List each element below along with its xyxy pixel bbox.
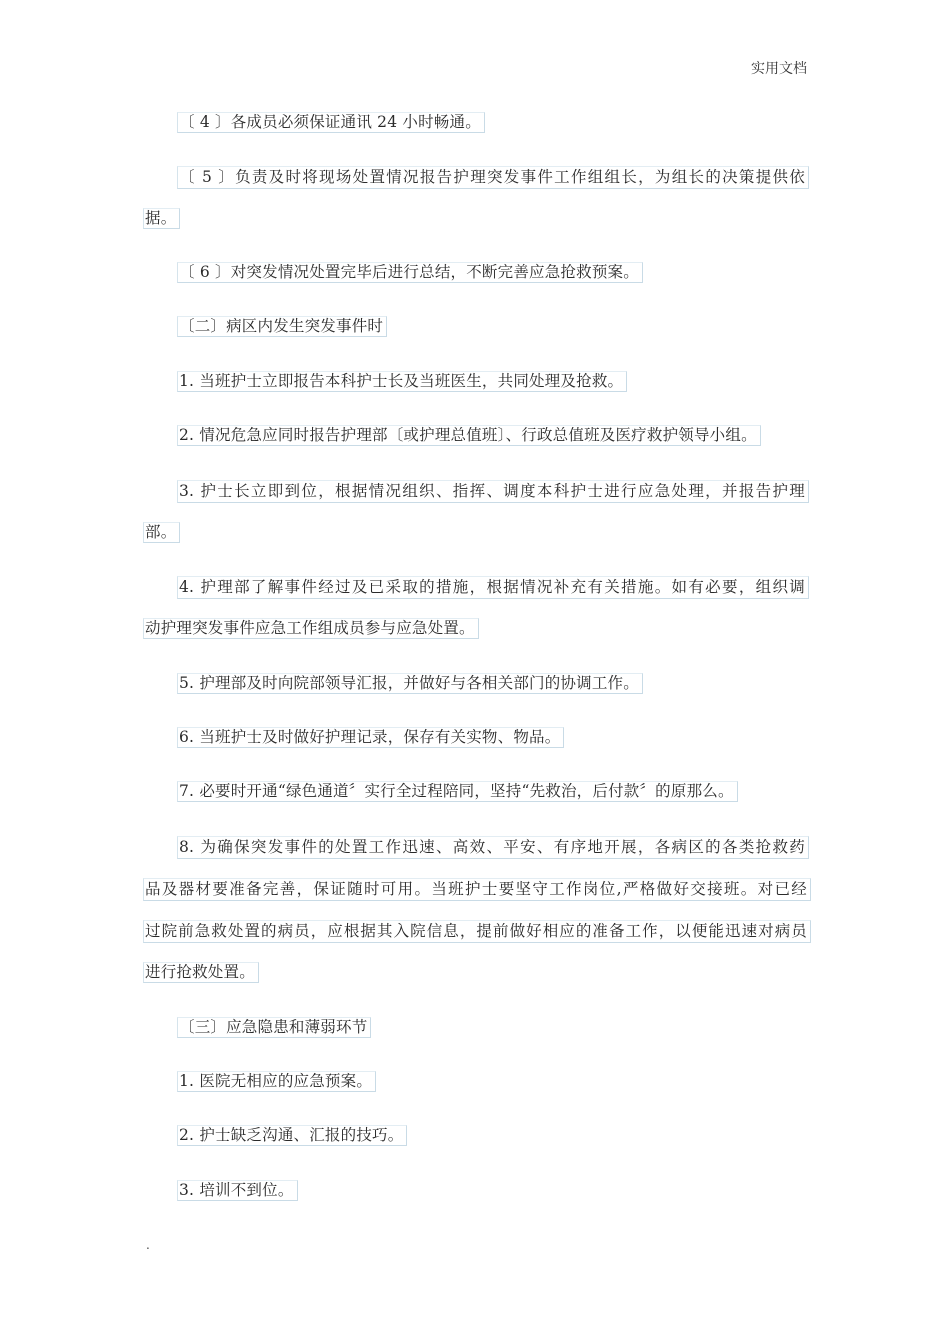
text-span: 4. 护理部了解事件经过及已采取的措施，根据情况补充有关措施。如有必要，组织调 [177,576,809,599]
text-span: 〔 4 〕各成员必须保证通讯 24 小时畅通。 [177,112,485,133]
paragraph-line [177,727,564,747]
text-span: 〔二〕病区内发生突发事件时 [177,316,387,337]
paragraph-line [143,522,180,542]
text-span: 〔 5 〕负责及时将现场处置情况报告护理突发事件工作组组长，为组长的决策提供依 [177,166,809,189]
paragraph-line [177,166,809,189]
text-span: 1. 当班护士立即报告本科护士长及当班医生，共同处理及抢救。 [177,371,627,392]
text-span: 部。 [143,522,180,543]
text-span: 2. 护士缺乏沟通、汇报的技巧。 [177,1125,407,1146]
section-heading [177,1017,371,1037]
text-span: 过院前急救处置的病员，应根据其入院信息，提前做好相应的准备工作，以便能迅速对病员 [143,920,811,943]
text-span: 7. 必要时开通“绿色通道〞实行全过程陪同，坚持“先救治，后付款〞的原那么。 [177,781,738,802]
paragraph-line [143,962,259,982]
paragraph-line [143,208,180,228]
paragraph-line [177,1180,298,1200]
text-span: 〔三〕应急隐患和薄弱环节 [177,1017,371,1038]
paragraph-line [177,576,809,599]
paragraph-line [177,262,643,282]
paragraph-line [177,112,485,132]
paragraph-line [143,920,811,943]
text-span: 6. 当班护士及时做好护理记录，保存有关实物、物品。 [177,727,564,748]
text-span: 1. 医院无相应的应急预案。 [177,1071,376,1092]
text-span: 进行抢救处置。 [143,962,259,983]
text-span: 3. 护士长立即到位，根据情况组织、指挥、调度本科护士进行应急处理，并报告护理 [177,480,809,503]
paragraph-line [177,1071,376,1091]
paragraph-line [143,878,811,901]
text-span: 〔 6 〕对突发情况处置完毕后进行总结，不断完善应急抢救预案。 [177,262,643,283]
paragraph-line [177,480,809,503]
paragraph-line [177,1125,407,1145]
text-span: 2. 情况危急应同时报告护理部〔或护理总值班〕、行政总值班及医疗救护领导小组。 [177,425,761,446]
text-span: 8. 为确保突发事件的处置工作迅速、高效、平安、有序地开展，各病区的各类抢救药 [177,836,809,859]
page-header: 实用文档 [751,61,807,77]
text-span: 3. 培训不到位。 [177,1180,298,1201]
footer-mark: . [146,1238,150,1252]
paragraph-line [143,618,479,638]
text-span: 动护理突发事件应急工作组成员参与应急处置。 [143,618,479,639]
text-span: 品及器材要准备完善，保证随时可用。当班护士要坚守工作岗位,严格做好交接班。对已经 [143,878,811,901]
paragraph-line [177,781,738,801]
paragraph-line [177,673,643,693]
text-span: 5. 护理部及时向院部领导汇报，并做好与各相关部门的协调工作。 [177,673,643,694]
paragraph-line [177,371,627,391]
paragraph-line [177,836,809,859]
section-heading [177,316,387,336]
paragraph-line [177,425,761,445]
text-span: 据。 [143,208,180,229]
